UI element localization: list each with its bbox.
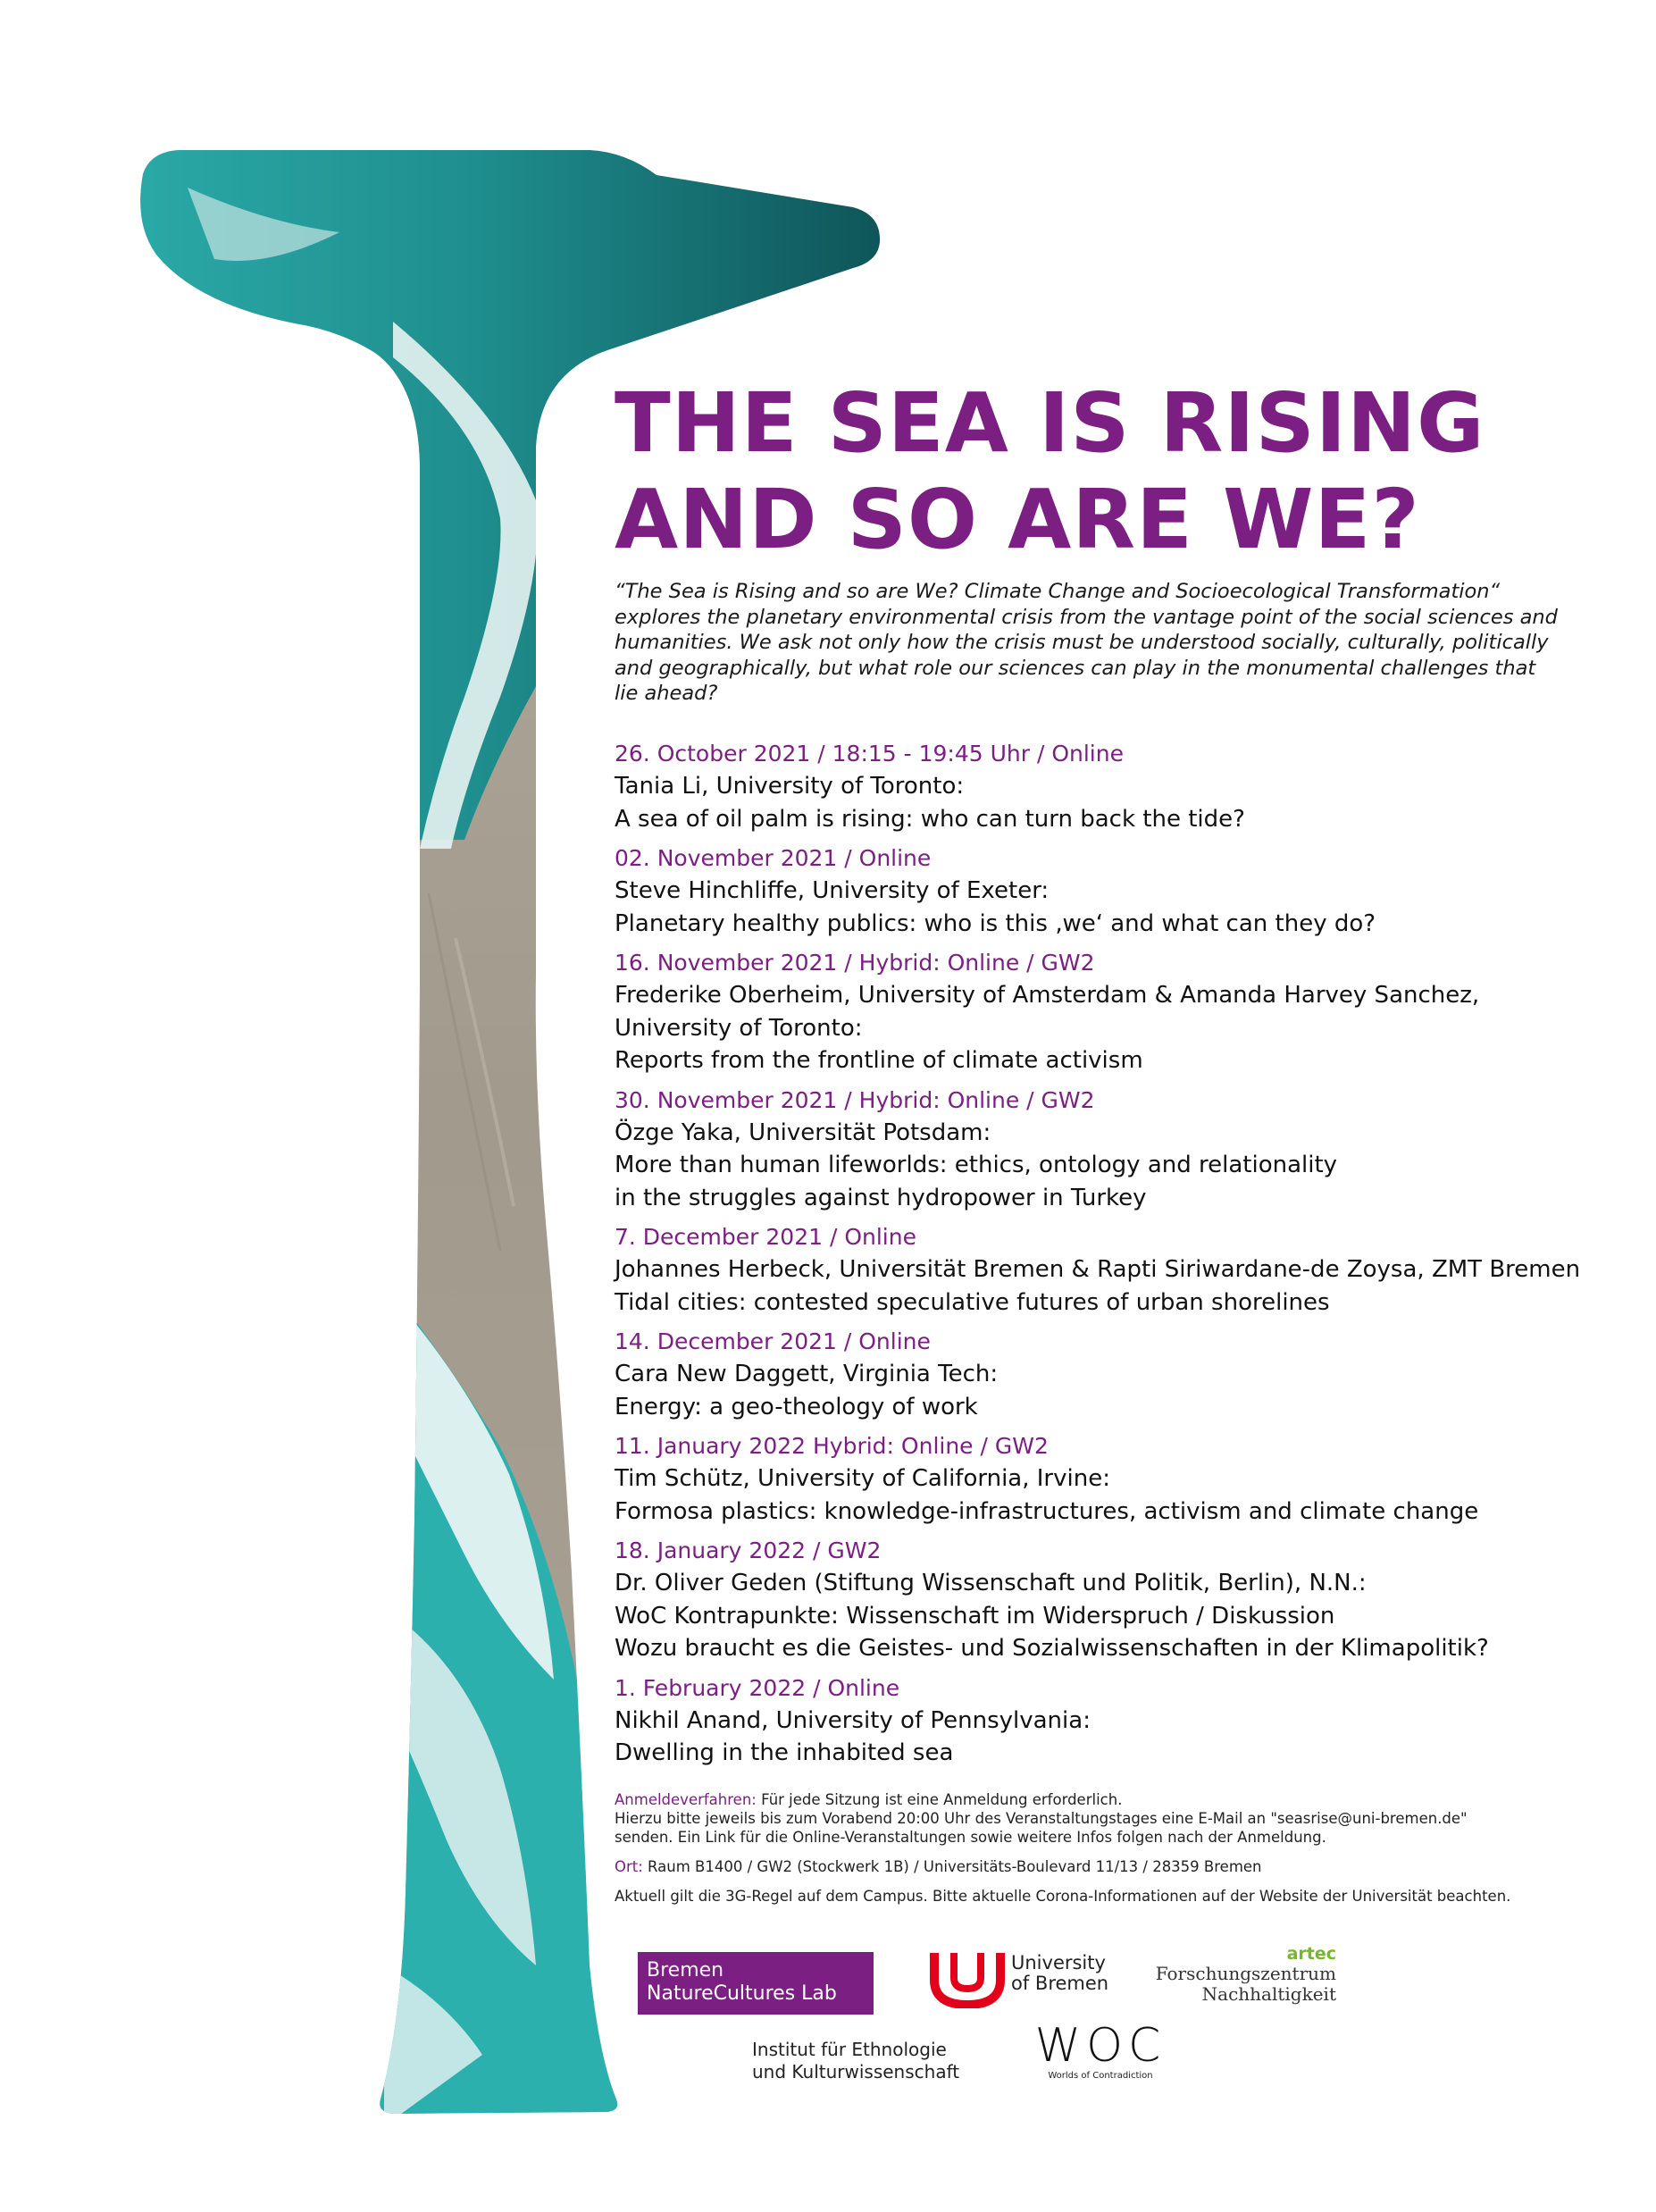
location-info — [615, 1857, 1624, 1876]
event-date: 11. January 2022 Hybrid: Online / GW2 — [615, 1433, 1049, 1459]
woc-mark: WOC — [1034, 2019, 1167, 2073]
university-bremen-logo-text — [1011, 1953, 1108, 1994]
event-item — [615, 947, 1642, 1077]
institute-line-1: Institut für Ethnologie — [752, 2039, 947, 2060]
artec-line-1: Forschungszentrum — [1155, 1963, 1336, 1984]
event-date: 7. December 2021 / Online — [615, 1224, 916, 1250]
event-speaker: Johannes Herbeck, Universität Bremen & Rapti Siriwardane-de Zoysa, ZMT Bremen — [615, 1256, 1581, 1283]
event-speaker: Özge Yaka, Universität Potsdam: — [615, 1119, 991, 1146]
event-topic-cont: in the struggles against hydropower in Turkey — [615, 1184, 1147, 1211]
event-item — [615, 1326, 1642, 1423]
event-speaker: Dr. Oliver Geden (Stiftung Wissenschaft und Politik, Berlin), N.N.: — [615, 1570, 1367, 1596]
event-item — [615, 842, 1642, 940]
event-speaker: Frederike Oberheim, University of Amsterdam & Amanda Harvey Sanchez, — [615, 982, 1480, 1009]
event-date: 30. November 2021 / Hybrid: Online / GW2 — [615, 1086, 1095, 1113]
ub-line-1: University — [1011, 1952, 1106, 1973]
event-speaker: Tania Li, University of Toronto: — [615, 773, 965, 800]
woc-logo — [1029, 2021, 1172, 2082]
event-topic: Reports from the frontline of climate activism — [615, 1047, 1143, 1074]
ncl-line-2: NatureCultures Lab — [647, 1982, 837, 2005]
naturecultures-lab-logo — [638, 1952, 874, 2015]
event-speaker: Tim Schütz, University of California, Irvine: — [615, 1465, 1110, 1492]
ncl-line-1: Bremen — [647, 1959, 724, 1982]
registration-text-2: Hierzu bitte jeweils bis zum Vorabend 20:00 Uhr des Veranstaltungstages eine E-Mail an "seasrise@uni-bremen.de" — [615, 1810, 1468, 1827]
institute-logo-text — [752, 2039, 959, 2083]
artec-logo — [1152, 1944, 1336, 2005]
event-date: 1. February 2022 / Online — [615, 1674, 900, 1701]
event-topic: More than human lifeworlds: ethics, ontology and relationality — [615, 1152, 1338, 1178]
event-date: 02. November 2021 / Online — [615, 845, 932, 871]
university-bremen-icon — [929, 1949, 1006, 2008]
event-speaker-cont: University of Toronto: — [615, 1014, 863, 1042]
event-speaker: Nikhil Anand, University of Pennsylvania: — [615, 1706, 1091, 1734]
event-topic: Formosa plastics: knowledge-infrastructures, activism and climate change — [615, 1497, 1479, 1525]
event-speaker: Cara New Daggett, Virginia Tech: — [615, 1361, 999, 1387]
registration-text-3: senden. Ein Link für die Online-Veranstaltungen sowie weitere Infos folgen nach der Anmeldung. — [615, 1829, 1326, 1846]
event-topic-cont: Wozu braucht es die Geistes- und Sozialwissenschaften in der Klimapolitik? — [615, 1635, 1489, 1662]
event-topic: Dwelling in the inhabited sea — [615, 1739, 954, 1766]
event-item — [615, 1535, 1642, 1665]
ub-line-2: of Bremen — [1011, 1973, 1109, 1994]
event-item — [615, 1085, 1642, 1215]
event-date: 26. October 2021 / 18:15 - 19:45 Uhr / Online — [615, 741, 1124, 767]
registration-label: Anmeldeverfahren: — [615, 1791, 757, 1808]
registration-info — [615, 1790, 1624, 1847]
covid-info: Aktuell gilt die 3G-Regel auf dem Campus. Bitte aktuelle Corona-Informationen auf der Website der Universität beachten. — [615, 1888, 1511, 1905]
event-topic: Tidal cities: contested speculative futures of urban shorelines — [615, 1288, 1330, 1316]
event-date: 14. December 2021 / Online — [615, 1328, 931, 1354]
event-topic: A sea of oil palm is rising: who can turn back the tide? — [615, 805, 1245, 833]
poster-title — [615, 375, 1485, 568]
event-list — [615, 738, 1642, 1777]
event-date: 18. January 2022 / GW2 — [615, 1538, 882, 1563]
event-item — [615, 738, 1642, 835]
event-topic: Planetary healthy publics: who is this ‚we‘ and what can they do? — [615, 909, 1376, 937]
intro-paragraph: “The Sea is Rising and so are We? Climate Change and Socioecological Transformation“ explores the planetary environmental crisis from the vantage point of the social sciences and humanities. We ask not only how the crisis must be understood socially, culturally, politically and geographically, but what role our sciences can play in the monumental challenges that lie ahead? — [615, 580, 1558, 705]
event-date: 16. November 2021 / Hybrid: Online / GW2 — [615, 950, 1095, 976]
event-speaker: Steve Hinchliffe, University of Exeter: — [615, 877, 1050, 904]
title-line-1: THE SEA IS RISING — [615, 375, 1485, 471]
registration-text-1: Für jede Sitzung ist eine Anmeldung erforderlich. — [756, 1791, 1123, 1808]
notes-section — [615, 1790, 1624, 1916]
location-text: Raum B1400 / GW2 (Stockwerk 1B) / Universitäts-Boulevard 11/13 / 28359 Bremen — [642, 1858, 1262, 1875]
artec-line-2: Nachhaltigkeit — [1201, 1983, 1336, 2005]
artec-name: artec — [1286, 1944, 1336, 1964]
event-item — [615, 1430, 1642, 1528]
title-line-2: AND SO ARE WE? — [615, 472, 1420, 567]
location-label: Ort: — [615, 1858, 643, 1875]
institute-line-2: und Kulturwissenschaft — [752, 2061, 960, 2082]
woc-subtitle: Worlds of Contradiction — [1048, 2071, 1153, 2081]
event-item — [615, 1221, 1642, 1319]
event-item — [615, 1672, 1642, 1770]
event-topic: Energy: a geo-theology of work — [615, 1393, 978, 1420]
event-topic: WoC Kontrapunkte: Wissenschaft im Widerspruch / Diskussion — [615, 1602, 1335, 1630]
